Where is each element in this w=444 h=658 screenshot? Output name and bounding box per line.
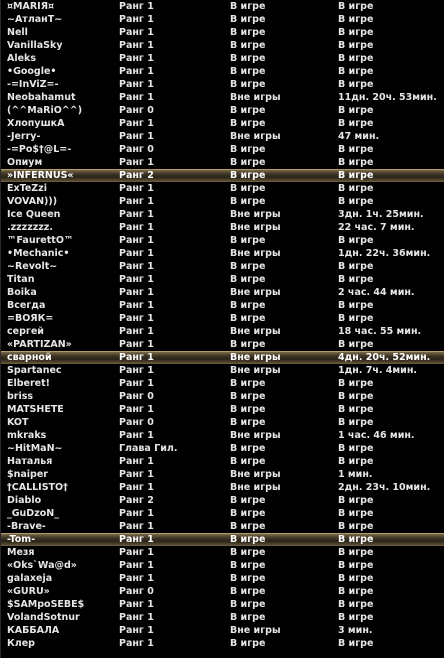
member-name: Titan [7, 274, 35, 285]
member-last-seen: В игре [338, 79, 374, 90]
roster-row[interactable] [1, 442, 444, 455]
member-name: КАББАЛА [7, 625, 60, 636]
member-name: mkraks [7, 430, 47, 441]
member-rank: Ранг 1 [119, 300, 154, 311]
member-status: Вне игры [230, 209, 281, 220]
member-name: -=InViZ=- [7, 79, 59, 90]
member-name: =ВОЯК= [7, 313, 54, 324]
member-rank: Ранг 0 [119, 586, 154, 597]
member-rank: Ранг 2 [119, 170, 154, 181]
member-name: «PARTIZAN» [7, 339, 72, 350]
roster-row[interactable] [1, 182, 444, 195]
roster-row[interactable] [1, 234, 444, 247]
member-name: galaxeja [7, 573, 53, 584]
member-name: (^^MaRiO^^) [7, 105, 83, 116]
member-name: VOVAN))) [7, 196, 58, 207]
member-name: -=Po$†@L=- [7, 144, 72, 155]
roster-row[interactable] [1, 65, 444, 78]
member-status: В игре [230, 573, 266, 584]
member-status: В игре [230, 1, 266, 12]
member-name: «GURU» [7, 586, 50, 597]
member-last-seen: В игре [338, 14, 374, 25]
member-name: KOT [7, 417, 29, 428]
roster-row[interactable] [1, 78, 444, 91]
member-last-seen: 11дн. 20ч. 53мин. [338, 92, 437, 103]
member-status: Вне игры [230, 469, 281, 480]
member-name: Наталья [7, 456, 53, 467]
roster-row-highlighted[interactable] [1, 533, 444, 546]
member-rank: Ранг 1 [119, 456, 154, 467]
member-status: В игре [230, 508, 266, 519]
member-name: Boika [7, 287, 37, 298]
member-status: В игре [230, 586, 266, 597]
member-status: В игре [230, 66, 266, 77]
member-rank: Ранг 1 [119, 508, 154, 519]
member-name: .zzzzzzz. [7, 222, 53, 233]
roster-row[interactable] [1, 130, 444, 143]
member-last-seen: 2дн. 23ч. 10мин. [338, 482, 431, 493]
member-name: Клер [7, 638, 35, 649]
roster-row[interactable] [1, 286, 444, 299]
member-rank: Ранг 2 [119, 495, 154, 506]
member-rank: Ранг 1 [119, 534, 154, 545]
member-rank: Ранг 1 [119, 547, 154, 558]
member-rank: Ранг 1 [119, 430, 154, 441]
member-rank: Ранг 1 [119, 27, 154, 38]
member-status: В игре [230, 79, 266, 90]
member-rank: Ранг 0 [119, 391, 154, 402]
member-status: В игре [230, 105, 266, 116]
member-rank: Ранг 1 [119, 352, 154, 363]
roster-row[interactable] [1, 494, 444, 507]
member-status: В игре [230, 183, 266, 194]
roster-row[interactable] [1, 91, 444, 104]
member-last-seen: В игре [338, 261, 374, 272]
member-status: Вне игры [230, 352, 281, 363]
roster-row[interactable] [1, 624, 444, 637]
member-status: В игре [230, 599, 266, 610]
member-last-seen: 1 час. 46 мин. [338, 430, 415, 441]
member-last-seen: 18 час. 55 мин. [338, 326, 422, 337]
roster-row[interactable] [1, 403, 444, 416]
member-name: сварной [7, 352, 52, 363]
member-last-seen: В игре [338, 27, 374, 38]
roster-row[interactable] [1, 481, 444, 494]
member-last-seen: 3 мин. [338, 625, 373, 636]
member-rank: Ранг 1 [119, 196, 154, 207]
member-name: VolandSotnur [7, 612, 80, 623]
member-status: В игре [230, 274, 266, 285]
member-name: $SAMpoSEBE$ [7, 599, 85, 610]
roster-row[interactable] [1, 156, 444, 169]
roster-row[interactable] [1, 13, 444, 26]
member-name: Всегда [7, 300, 46, 311]
member-last-seen: В игре [338, 508, 374, 519]
member-status: Вне игры [230, 430, 281, 441]
member-name: ХлопушкА [7, 118, 65, 129]
member-last-seen: В игре [338, 157, 374, 168]
member-rank: Ранг 1 [119, 183, 154, 194]
member-name: ~АтланТ~ [7, 14, 63, 25]
member-last-seen: В игре [338, 495, 374, 506]
roster-row[interactable] [1, 611, 444, 624]
member-rank: Ранг 1 [119, 573, 154, 584]
roster-row[interactable] [1, 377, 444, 390]
member-name: Мезя [7, 547, 35, 558]
member-rank: Ранг 1 [119, 14, 154, 25]
member-name: _GuDzoN_ [7, 508, 59, 519]
member-status: В игре [230, 456, 266, 467]
member-status: В игре [230, 638, 266, 649]
member-name: $naiper [7, 469, 48, 480]
member-rank: Ранг 1 [119, 521, 154, 532]
member-name: Опиум [7, 157, 43, 168]
member-name: •Google• [7, 66, 57, 77]
member-name: †CALLISTO† [7, 482, 68, 493]
member-rank: Ранг 0 [119, 105, 154, 116]
member-name: Neobahamut [7, 92, 76, 103]
member-last-seen: В игре [338, 196, 374, 207]
member-rank: Ранг 1 [119, 261, 154, 272]
roster-row[interactable] [1, 455, 444, 468]
member-rank: Ранг 1 [119, 287, 154, 298]
member-status: В игре [230, 53, 266, 64]
member-rank: Ранг 1 [119, 404, 154, 415]
roster-row[interactable] [1, 104, 444, 117]
member-last-seen: В игре [338, 53, 374, 64]
member-status: Вне игры [230, 222, 281, 233]
roster-row[interactable] [1, 338, 444, 351]
member-last-seen: В игре [338, 1, 374, 12]
member-last-seen: В игре [338, 573, 374, 584]
member-rank: Ранг 1 [119, 248, 154, 259]
member-status: Вне игры [230, 482, 281, 493]
member-status: В игре [230, 157, 266, 168]
member-last-seen: В игре [338, 560, 374, 571]
member-rank: Ранг 1 [119, 313, 154, 324]
member-last-seen: В игре [338, 170, 374, 181]
roster-row-highlighted[interactable] [1, 351, 444, 364]
roster-row[interactable] [1, 221, 444, 234]
roster-row[interactable] [1, 585, 444, 598]
member-rank: Ранг 1 [119, 482, 154, 493]
member-last-seen: В игре [338, 183, 374, 194]
roster-row[interactable] [1, 559, 444, 572]
member-status: В игре [230, 313, 266, 324]
member-name: »INFERNUS« [7, 170, 74, 181]
member-rank: Ранг 1 [119, 209, 154, 220]
member-last-seen: 1дн. 22ч. 36мин. [338, 248, 431, 259]
member-last-seen: В игре [338, 456, 374, 467]
member-rank: Ранг 1 [119, 560, 154, 571]
member-last-seen: 1дн. 7ч. 4мин. [338, 365, 418, 376]
member-rank: Ранг 1 [119, 339, 154, 350]
member-name: Aleks [7, 53, 37, 64]
member-status: В игре [230, 547, 266, 558]
roster-row[interactable] [1, 520, 444, 533]
member-status: Вне игры [230, 365, 281, 376]
roster-row[interactable] [1, 572, 444, 585]
member-rank: Ранг 1 [119, 612, 154, 623]
member-last-seen: В игре [338, 40, 374, 51]
member-rank: Ранг 1 [119, 92, 154, 103]
member-last-seen: 2 час. 44 мин. [338, 287, 415, 298]
roster-row[interactable] [1, 52, 444, 65]
member-name: ~HitMaN~ [7, 443, 63, 454]
member-status: Вне игры [230, 248, 281, 259]
roster-row[interactable] [1, 429, 444, 442]
member-rank: Ранг 1 [119, 66, 154, 77]
member-last-seen: В игре [338, 66, 374, 77]
member-status: Вне игры [230, 131, 281, 142]
member-last-seen: В игре [338, 378, 374, 389]
member-last-seen: В игре [338, 339, 374, 350]
member-name: Spartanec [7, 365, 62, 376]
member-name: VanillaSky [7, 40, 63, 51]
member-last-seen: В игре [338, 417, 374, 428]
member-last-seen: В игре [338, 391, 374, 402]
member-rank: Ранг 1 [119, 599, 154, 610]
roster-row[interactable] [1, 390, 444, 403]
member-status: Вне игры [230, 326, 281, 337]
member-rank: Ранг 1 [119, 378, 154, 389]
roster-row[interactable] [1, 325, 444, 338]
member-last-seen: В игре [338, 300, 374, 311]
member-name: Diablo [7, 495, 42, 506]
member-rank: Ранг 1 [119, 235, 154, 246]
member-name: «Oks`Wa@d» [7, 560, 77, 571]
member-name: ¤MARIЯ¤ [7, 1, 55, 12]
member-status: В игре [230, 391, 266, 402]
member-name: Ice Queen [7, 209, 61, 220]
member-rank: Ранг 1 [119, 79, 154, 90]
member-status: В игре [230, 196, 266, 207]
member-rank: Ранг 1 [119, 222, 154, 233]
member-rank: Ранг 1 [119, 1, 154, 12]
roster-row[interactable] [1, 364, 444, 377]
member-rank: Ранг 1 [119, 365, 154, 376]
member-status: В игре [230, 235, 266, 246]
member-last-seen: В игре [338, 235, 374, 246]
member-name: -Jerry- [7, 131, 41, 142]
member-name: MATSHETE [7, 404, 64, 415]
roster-row[interactable] [1, 507, 444, 520]
member-status: В игре [230, 27, 266, 38]
roster-row[interactable] [1, 273, 444, 286]
member-last-seen: В игре [338, 443, 374, 454]
roster-row[interactable] [1, 598, 444, 611]
member-status: В игре [230, 521, 266, 532]
roster-row[interactable] [1, 143, 444, 156]
member-status: В игре [230, 378, 266, 389]
member-name: -Tom- [7, 534, 36, 545]
roster-row[interactable] [1, 260, 444, 273]
member-name: ExTeZzi [7, 183, 47, 194]
member-name: Nell [7, 27, 28, 38]
member-name: •Mechanic• [7, 248, 70, 259]
member-last-seen: В игре [338, 599, 374, 610]
member-last-seen: 3дн. 1ч. 25мин. [338, 209, 424, 220]
member-status: В игре [230, 534, 266, 545]
member-name: ™FaurettO™ [7, 235, 74, 246]
member-last-seen: В игре [338, 638, 374, 649]
member-rank: Ранг 1 [119, 118, 154, 129]
member-name: briss [7, 391, 34, 402]
roster-row[interactable] [1, 195, 444, 208]
roster-row[interactable] [1, 247, 444, 260]
member-rank: Ранг 1 [119, 274, 154, 285]
member-status: В игре [230, 14, 266, 25]
member-rank: Ранг 1 [119, 326, 154, 337]
member-last-seen: 4дн. 20ч. 52мин. [338, 352, 431, 363]
member-status: Вне игры [230, 287, 281, 298]
member-rank: Ранг 1 [119, 625, 154, 636]
roster-row[interactable] [1, 312, 444, 325]
member-status: В игре [230, 495, 266, 506]
member-rank: Ранг 1 [119, 469, 154, 480]
member-status: В игре [230, 40, 266, 51]
member-status: Вне игры [230, 625, 281, 636]
member-last-seen: В игре [338, 521, 374, 532]
roster-row[interactable] [1, 117, 444, 130]
member-rank: Ранг 0 [119, 417, 154, 428]
member-name: -Brave- [7, 521, 46, 532]
roster-row[interactable] [1, 26, 444, 39]
member-status: В игре [230, 417, 266, 428]
member-status: В игре [230, 261, 266, 272]
member-last-seen: 1 мин. [338, 469, 373, 480]
roster-row[interactable] [1, 208, 444, 221]
member-status: В игре [230, 560, 266, 571]
roster-row[interactable] [1, 0, 444, 13]
member-status: В игре [230, 118, 266, 129]
member-status: В игре [230, 404, 266, 415]
roster-row[interactable] [1, 416, 444, 429]
member-last-seen: В игре [338, 105, 374, 116]
roster-row[interactable] [1, 299, 444, 312]
member-name: сергей [7, 326, 44, 337]
member-last-seen: В игре [338, 612, 374, 623]
member-last-seen: В игре [338, 534, 374, 545]
member-last-seen: В игре [338, 404, 374, 415]
roster-row[interactable] [1, 39, 444, 52]
member-status: В игре [230, 443, 266, 454]
member-rank: Ранг 1 [119, 40, 154, 51]
member-name: ~Revolt~ [7, 261, 58, 272]
member-status: В игре [230, 144, 266, 155]
member-last-seen: 22 час. 7 мин. [338, 222, 415, 233]
member-status: В игре [230, 339, 266, 350]
member-rank: Ранг 1 [119, 157, 154, 168]
member-status: В игре [230, 300, 266, 311]
member-rank: Глава Гил. [119, 443, 178, 454]
member-status: В игре [230, 612, 266, 623]
member-status: Вне игры [230, 92, 281, 103]
member-last-seen: 47 мин. [338, 131, 380, 142]
roster-row[interactable] [1, 546, 444, 559]
roster-row[interactable] [1, 468, 444, 481]
member-rank: Ранг 0 [119, 144, 154, 155]
member-status: В игре [230, 170, 266, 181]
roster-row-highlighted[interactable] [1, 169, 444, 182]
member-last-seen: В игре [338, 144, 374, 155]
member-last-seen: В игре [338, 547, 374, 558]
member-rank: Ранг 1 [119, 131, 154, 142]
member-rank: Ранг 1 [119, 638, 154, 649]
member-last-seen: В игре [338, 586, 374, 597]
member-name: Elberet! [7, 378, 50, 389]
roster-row[interactable] [1, 637, 444, 650]
member-last-seen: В игре [338, 118, 374, 129]
member-rank: Ранг 1 [119, 53, 154, 64]
member-last-seen: В игре [338, 313, 374, 324]
member-last-seen: В игре [338, 274, 374, 285]
